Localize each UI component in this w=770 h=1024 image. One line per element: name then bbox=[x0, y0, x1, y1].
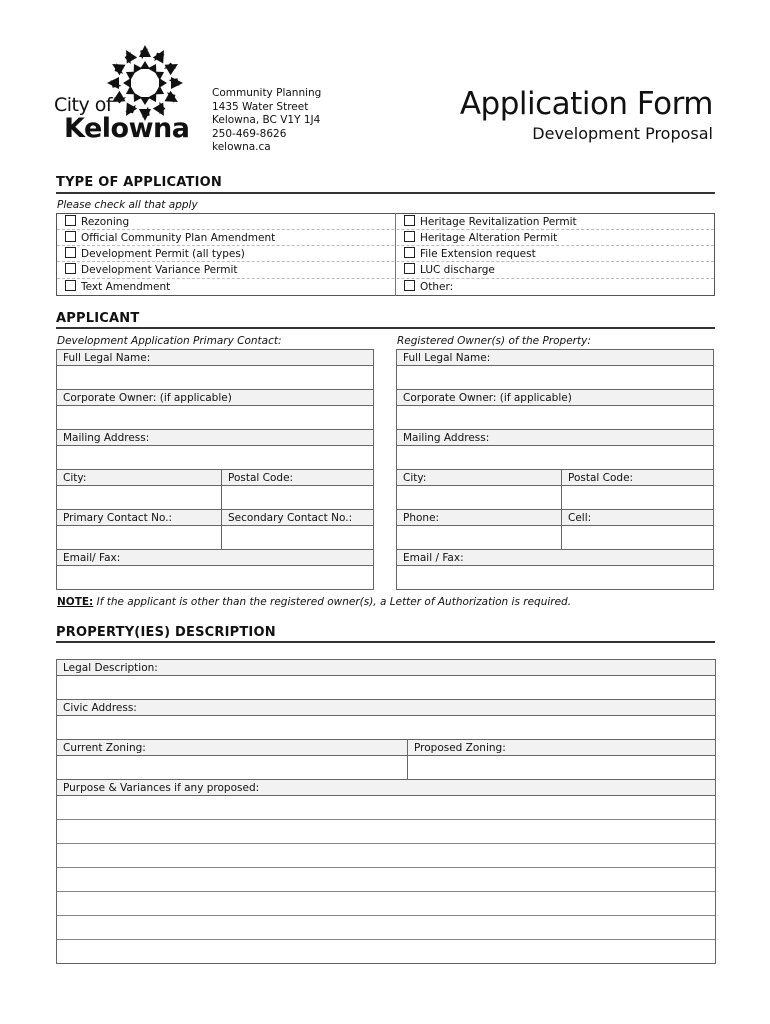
label-owner-email-fax: Email / Fax: bbox=[396, 549, 714, 566]
option-label: Development Variance Permit bbox=[81, 264, 238, 276]
input-owner-corporate[interactable] bbox=[396, 405, 714, 430]
option-label: Other: bbox=[420, 281, 454, 293]
checkbox[interactable] bbox=[404, 215, 415, 226]
option-label: LUC discharge bbox=[420, 264, 495, 276]
logo-name-text: Kelowna bbox=[64, 113, 190, 144]
input-primary-contact[interactable] bbox=[56, 525, 222, 550]
label-email-fax: Email/ Fax: bbox=[56, 549, 374, 566]
address-line: Kelowna, BC V1Y 1J4 bbox=[212, 114, 321, 126]
checkbox[interactable] bbox=[65, 247, 76, 258]
input-owner-phone[interactable] bbox=[396, 525, 562, 550]
section-heading-type: TYPE OF APPLICATION bbox=[56, 175, 222, 190]
label-legal-description: Legal Description: bbox=[56, 659, 716, 676]
input-owner-cell[interactable] bbox=[561, 525, 714, 550]
input-owner-full-legal-name[interactable] bbox=[396, 365, 714, 390]
address-line: 250-469-8626 bbox=[212, 127, 287, 140]
checkbox[interactable] bbox=[65, 215, 76, 226]
label-postal-code: Postal Code: bbox=[221, 469, 374, 486]
checkbox[interactable] bbox=[404, 247, 415, 258]
option-label: Heritage Revitalization Permit bbox=[420, 216, 577, 228]
writing-line bbox=[57, 939, 715, 940]
section-heading-property: PROPERTY(IES) DESCRIPTION bbox=[56, 625, 276, 640]
option-file-extension[interactable] bbox=[404, 246, 536, 262]
option-text-amendment[interactable] bbox=[65, 279, 170, 295]
option-heritage-alteration[interactable] bbox=[404, 230, 557, 246]
writing-line bbox=[57, 819, 715, 820]
option-rezoning[interactable] bbox=[65, 214, 129, 230]
label-owner-full-legal-name: Full Legal Name: bbox=[396, 349, 714, 366]
column-divider bbox=[395, 213, 396, 296]
note-text: If the applicant is other than the registered owner(s), a Letter of Authorization is required. bbox=[96, 596, 572, 608]
option-label: File Extension request bbox=[420, 248, 536, 260]
label-owner-postal: Postal Code: bbox=[561, 469, 714, 486]
label-purpose-variances: Purpose & Variances if any proposed: bbox=[56, 779, 716, 796]
option-label: Development Permit (all types) bbox=[81, 248, 245, 260]
writing-line bbox=[57, 843, 715, 844]
option-label: Official Community Plan Amendment bbox=[81, 232, 276, 244]
label-owner-mailing: Mailing Address: bbox=[396, 429, 714, 446]
input-corporate-owner[interactable] bbox=[56, 405, 374, 430]
checkbox[interactable] bbox=[65, 263, 76, 274]
authorization-note bbox=[57, 596, 571, 608]
label-owner-corporate: Corporate Owner: (if applicable) bbox=[396, 389, 714, 406]
label-city: City: bbox=[56, 469, 222, 486]
form-title: Application Form bbox=[459, 86, 713, 122]
form-subtitle: Development Proposal bbox=[532, 124, 713, 143]
option-luc-discharge[interactable] bbox=[404, 262, 495, 278]
input-email-fax[interactable] bbox=[56, 565, 374, 590]
address-line: 1435 Water Street bbox=[212, 100, 309, 113]
city-logo-icon bbox=[106, 44, 184, 122]
checkbox[interactable] bbox=[65, 280, 76, 291]
address-line: kelowna.ca bbox=[212, 141, 271, 153]
writing-line bbox=[57, 891, 715, 892]
label-full-legal-name: Full Legal Name: bbox=[56, 349, 374, 366]
checkbox[interactable] bbox=[65, 231, 76, 242]
checkbox[interactable] bbox=[404, 263, 415, 274]
input-current-zoning[interactable] bbox=[56, 755, 408, 780]
section-rule bbox=[56, 327, 715, 329]
option-label: Heritage Alteration Permit bbox=[420, 232, 558, 244]
writing-line bbox=[57, 915, 715, 916]
checkbox[interactable] bbox=[404, 280, 415, 291]
label-owner-city: City: bbox=[396, 469, 562, 486]
label-corporate-owner: Corporate Owner: (if applicable) bbox=[56, 389, 374, 406]
checkbox[interactable] bbox=[404, 231, 415, 242]
address-line: Community Planning bbox=[212, 87, 322, 99]
option-label: Text Amendment bbox=[81, 281, 171, 293]
input-owner-postal[interactable] bbox=[561, 485, 714, 510]
label-secondary-contact: Secondary Contact No.: bbox=[221, 509, 374, 526]
address-block bbox=[212, 87, 321, 155]
instruction-text: Please check all that apply bbox=[57, 199, 198, 211]
input-secondary-contact[interactable] bbox=[221, 525, 374, 550]
label-current-zoning: Current Zoning: bbox=[56, 739, 408, 756]
section-rule bbox=[56, 192, 715, 194]
input-owner-email-fax[interactable] bbox=[396, 565, 714, 590]
option-other[interactable] bbox=[404, 279, 453, 295]
input-legal-description[interactable] bbox=[56, 675, 716, 700]
left-caption: Development Application Primary Contact: bbox=[57, 335, 282, 347]
label-mailing-address: Mailing Address: bbox=[56, 429, 374, 446]
section-heading-applicant: APPLICANT bbox=[56, 311, 140, 326]
input-proposed-zoning[interactable] bbox=[407, 755, 716, 780]
input-owner-city[interactable] bbox=[396, 485, 562, 510]
label-primary-contact: Primary Contact No.: bbox=[56, 509, 222, 526]
option-label: Rezoning bbox=[81, 216, 130, 228]
option-development-permit[interactable] bbox=[65, 246, 245, 262]
input-full-legal-name[interactable] bbox=[56, 365, 374, 390]
option-ocp-amendment[interactable] bbox=[65, 230, 275, 246]
option-variance-permit[interactable] bbox=[65, 262, 238, 278]
input-purpose-variances[interactable] bbox=[56, 795, 716, 964]
right-caption: Registered Owner(s) of the Property: bbox=[397, 335, 591, 347]
input-civic-address[interactable] bbox=[56, 715, 716, 740]
option-heritage-revitalization[interactable] bbox=[404, 214, 577, 230]
label-civic-address: Civic Address: bbox=[56, 699, 716, 716]
note-label: NOTE: bbox=[57, 596, 94, 608]
logo-city-text: City of bbox=[54, 94, 113, 116]
writing-line bbox=[57, 867, 715, 868]
input-mailing-address[interactable] bbox=[56, 445, 374, 470]
input-postal-code[interactable] bbox=[221, 485, 374, 510]
input-owner-mailing[interactable] bbox=[396, 445, 714, 470]
section-rule bbox=[56, 641, 715, 643]
label-proposed-zoning: Proposed Zoning: bbox=[407, 739, 716, 756]
label-owner-cell: Cell: bbox=[561, 509, 714, 526]
label-owner-phone: Phone: bbox=[396, 509, 562, 526]
input-city[interactable] bbox=[56, 485, 222, 510]
